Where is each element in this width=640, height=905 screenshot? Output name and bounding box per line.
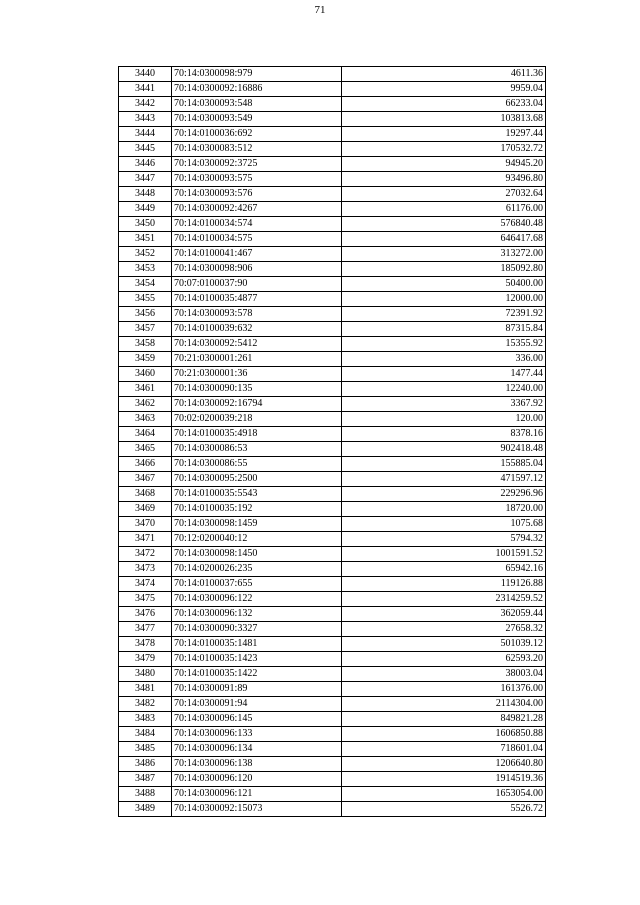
table-row [119,607,546,622]
row-number-cell: 3466 [119,457,172,472]
row-number-cell: 3472 [119,547,172,562]
row-number-cell: 3488 [119,787,172,802]
value-cell: 161376.00 [342,682,546,697]
table-row [119,697,546,712]
row-number-cell: 3463 [119,412,172,427]
cadastral-number-cell: 70:14:0300096:145 [172,712,342,727]
row-number-cell: 3455 [119,292,172,307]
row-number-cell: 3450 [119,217,172,232]
cadastral-number-cell: 70:14:0300098:1459 [172,517,342,532]
table-row [119,232,546,247]
cadastral-number-cell: 70:14:0300096:134 [172,742,342,757]
row-number-cell: 3480 [119,667,172,682]
value-cell: 313272.00 [342,247,546,262]
table-row [119,172,546,187]
table-row [119,127,546,142]
row-number-cell: 3485 [119,742,172,757]
cadastral-number-cell: 70:14:0300098:906 [172,262,342,277]
table-row [119,727,546,742]
value-cell: 12000.00 [342,292,546,307]
cadastral-number-cell: 70:14:0300083:512 [172,142,342,157]
value-cell: 5794.32 [342,532,546,547]
row-number-cell: 3486 [119,757,172,772]
cadastral-number-cell: 70:14:0100035:192 [172,502,342,517]
value-cell: 66233.04 [342,97,546,112]
cadastral-number-cell: 70:14:0300092:15073 [172,802,342,817]
cadastral-number-cell: 70:14:0300096:132 [172,607,342,622]
value-cell: 50400.00 [342,277,546,292]
cadastral-number-cell: 70:14:0300092:16794 [172,397,342,412]
row-number-cell: 3484 [119,727,172,742]
cadastral-number-cell: 70:14:0300091:89 [172,682,342,697]
row-number-cell: 3468 [119,487,172,502]
value-cell: 27658.32 [342,622,546,637]
value-cell: 120.00 [342,412,546,427]
table-row [119,262,546,277]
table-row [119,712,546,727]
table-row [119,202,546,217]
value-cell: 61176.00 [342,202,546,217]
table-row [119,217,546,232]
page-number: 71 [314,4,326,16]
table-row [119,412,546,427]
value-cell: 2114304.00 [342,697,546,712]
value-cell: 72391.92 [342,307,546,322]
table-row [119,157,546,172]
table-row [119,502,546,517]
row-number-cell: 3462 [119,397,172,412]
value-cell: 12240.00 [342,382,546,397]
cadastral-number-cell: 70:14:0300096:138 [172,757,342,772]
table-row [119,112,546,127]
table-row [119,652,546,667]
table-row [119,757,546,772]
table-row [119,322,546,337]
table-row [119,97,546,112]
table-row [119,337,546,352]
row-number-cell: 3444 [119,127,172,142]
row-number-cell: 3489 [119,802,172,817]
cadastral-number-cell: 70:14:0300096:121 [172,787,342,802]
value-cell: 185092.80 [342,262,546,277]
row-number-cell: 3442 [119,97,172,112]
value-cell: 5526.72 [342,802,546,817]
cadastral-number-cell: 70:14:0300093:575 [172,172,342,187]
table-row [119,247,546,262]
table-row [119,772,546,787]
cadastral-number-cell: 70:14:0100035:5543 [172,487,342,502]
table-row [119,577,546,592]
value-cell: 93496.80 [342,172,546,187]
value-cell: 15355.92 [342,337,546,352]
row-number-cell: 3464 [119,427,172,442]
table-row [119,352,546,367]
value-cell: 362059.44 [342,607,546,622]
cadastral-number-cell: 70:07:0100037:90 [172,277,342,292]
row-number-cell: 3448 [119,187,172,202]
cadastral-number-cell: 70:12:0200040:12 [172,532,342,547]
value-cell: 576840.48 [342,217,546,232]
cadastral-number-cell: 70:14:0300091:94 [172,697,342,712]
table-row [119,142,546,157]
cadastral-number-cell: 70:14:0300090:135 [172,382,342,397]
value-cell: 902418.48 [342,442,546,457]
row-number-cell: 3469 [119,502,172,517]
cadastral-number-cell: 70:14:0100034:575 [172,232,342,247]
table-row [119,517,546,532]
value-cell: 1606850.88 [342,727,546,742]
value-cell: 19297.44 [342,127,546,142]
table-row [119,292,546,307]
cadastral-number-cell: 70:14:0300090:3327 [172,622,342,637]
value-cell: 103813.68 [342,112,546,127]
value-cell: 94945.20 [342,157,546,172]
table-row [119,457,546,472]
row-number-cell: 3449 [119,202,172,217]
cadastral-number-cell: 70:14:0100041:467 [172,247,342,262]
cadastral-number-cell: 70:14:0100035:4877 [172,292,342,307]
cadastral-number-cell: 70:14:0100037:655 [172,577,342,592]
value-cell: 155885.04 [342,457,546,472]
row-number-cell: 3481 [119,682,172,697]
cadastral-number-cell: 70:14:0300093:578 [172,307,342,322]
cadastral-number-cell: 70:14:0100035:1481 [172,637,342,652]
row-number-cell: 3477 [119,622,172,637]
row-number-cell: 3457 [119,322,172,337]
cadastral-number-cell: 70:14:0300092:4267 [172,202,342,217]
row-number-cell: 3461 [119,382,172,397]
table-row [119,532,546,547]
table-row [119,667,546,682]
table-body [119,67,546,817]
row-number-cell: 3454 [119,277,172,292]
row-number-cell: 3447 [119,172,172,187]
cadastral-number-cell: 70:14:0300096:133 [172,727,342,742]
cadastral-number-cell: 70:14:0100039:632 [172,322,342,337]
cadastral-number-cell: 70:14:0300098:1450 [172,547,342,562]
table-row [119,367,546,382]
cadastral-number-cell: 70:14:0100036:692 [172,127,342,142]
table-row [119,787,546,802]
cadastral-number-cell: 70:02:0200039:218 [172,412,342,427]
row-number-cell: 3473 [119,562,172,577]
value-cell: 65942.16 [342,562,546,577]
value-cell: 62593.20 [342,652,546,667]
row-number-cell: 3452 [119,247,172,262]
table-row [119,277,546,292]
table-row [119,187,546,202]
row-number-cell: 3471 [119,532,172,547]
cadastral-number-cell: 70:14:0300092:5412 [172,337,342,352]
value-cell: 1075.68 [342,517,546,532]
row-number-cell: 3465 [119,442,172,457]
value-cell: 170532.72 [342,142,546,157]
table-row [119,682,546,697]
cadastral-number-cell: 70:14:0300096:122 [172,592,342,607]
row-number-cell: 3487 [119,772,172,787]
value-cell: 27032.64 [342,187,546,202]
row-number-cell: 3482 [119,697,172,712]
value-cell: 1914519.36 [342,772,546,787]
row-number-cell: 3475 [119,592,172,607]
value-cell: 8378.16 [342,427,546,442]
value-cell: 87315.84 [342,322,546,337]
table-row [119,472,546,487]
table-row [119,562,546,577]
table-row [119,802,546,817]
cadastral-number-cell: 70:14:0200026:235 [172,562,342,577]
cadastral-number-cell: 70:21:0300001:36 [172,367,342,382]
value-cell: 471597.12 [342,472,546,487]
row-number-cell: 3451 [119,232,172,247]
row-number-cell: 3443 [119,112,172,127]
cadastral-number-cell: 70:14:0100034:574 [172,217,342,232]
value-cell: 1477.44 [342,367,546,382]
value-cell: 18720.00 [342,502,546,517]
cadastral-number-cell: 70:14:0300093:549 [172,112,342,127]
cadastral-number-cell: 70:14:0100035:1422 [172,667,342,682]
table-row [119,622,546,637]
value-cell: 38003.04 [342,667,546,682]
value-cell: 119126.88 [342,577,546,592]
row-number-cell: 3441 [119,82,172,97]
table-row [119,397,546,412]
row-number-cell: 3446 [119,157,172,172]
value-cell: 1653054.00 [342,787,546,802]
table-row [119,82,546,97]
table-row [119,307,546,322]
value-cell: 849821.28 [342,712,546,727]
cadastral-number-cell: 70:14:0100035:4918 [172,427,342,442]
table-row [119,592,546,607]
row-number-cell: 3483 [119,712,172,727]
row-number-cell: 3456 [119,307,172,322]
cadastral-number-cell: 70:14:0300092:16886 [172,82,342,97]
value-cell: 1206640.80 [342,757,546,772]
table-row [119,742,546,757]
row-number-cell: 3460 [119,367,172,382]
table-row [119,487,546,502]
row-number-cell: 3476 [119,607,172,622]
row-number-cell: 3470 [119,517,172,532]
cadastral-value-table [118,66,546,817]
cadastral-number-cell: 70:14:0300098:979 [172,67,342,82]
row-number-cell: 3479 [119,652,172,667]
row-number-cell: 3440 [119,67,172,82]
value-cell: 4611.36 [342,67,546,82]
table-row [119,547,546,562]
row-number-cell: 3467 [119,472,172,487]
value-cell: 2314259.52 [342,592,546,607]
cadastral-number-cell: 70:14:0300096:120 [172,772,342,787]
cadastral-number-cell: 70:14:0300095:2500 [172,472,342,487]
cadastral-number-cell: 70:14:0300092:3725 [172,157,342,172]
cadastral-number-cell: 70:14:0300093:548 [172,97,342,112]
value-cell: 9959.04 [342,82,546,97]
row-number-cell: 3453 [119,262,172,277]
cadastral-number-cell: 70:14:0300093:576 [172,187,342,202]
table-row [119,637,546,652]
value-cell: 3367.92 [342,397,546,412]
cadastral-number-cell: 70:14:0100035:1423 [172,652,342,667]
table-row [119,67,546,82]
cadastral-number-cell: 70:14:0300086:55 [172,457,342,472]
table-row [119,442,546,457]
cadastral-number-cell: 70:14:0300086:53 [172,442,342,457]
table-row [119,427,546,442]
value-cell: 229296.96 [342,487,546,502]
row-number-cell: 3459 [119,352,172,367]
row-number-cell: 3474 [119,577,172,592]
row-number-cell: 3458 [119,337,172,352]
value-cell: 336.00 [342,352,546,367]
table-row [119,382,546,397]
row-number-cell: 3478 [119,637,172,652]
value-cell: 718601.04 [342,742,546,757]
value-cell: 1001591.52 [342,547,546,562]
value-cell: 501039.12 [342,637,546,652]
row-number-cell: 3445 [119,142,172,157]
cadastral-number-cell: 70:21:0300001:261 [172,352,342,367]
value-cell: 646417.68 [342,232,546,247]
